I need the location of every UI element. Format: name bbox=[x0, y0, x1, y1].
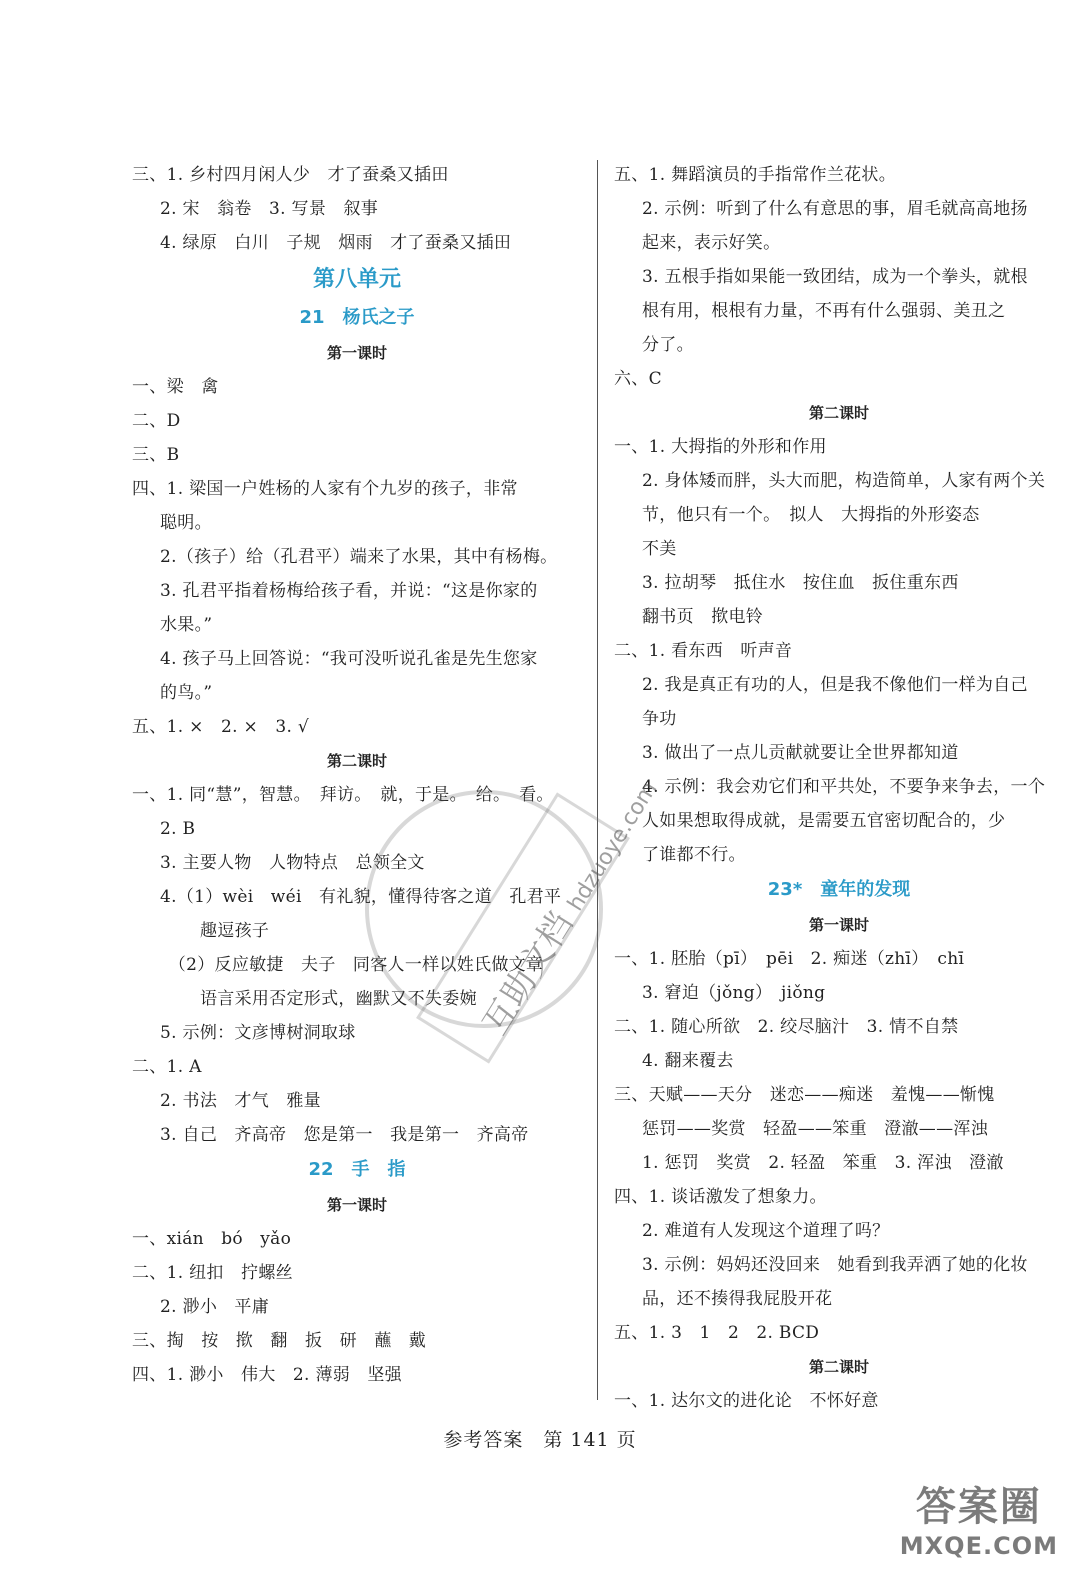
answer-line: 一、1. 同“慧”，智慧。 拜访。 就，于是。 给。 看。 bbox=[132, 785, 554, 805]
answer-line: （2）反应敏捷 夫子 同客人一样以姓氏做文章 bbox=[160, 955, 544, 975]
answer-line: 2. 我是真正有功的人，但是我不像他们一样为自己 bbox=[642, 675, 1028, 695]
answer-line: 4. 示例：我会劝它们和平共处，不要争来争去，一个 bbox=[642, 777, 1046, 797]
answer-line: 2. 身体矮而胖，头大而肥，构造简单，人家有两个关 bbox=[642, 471, 1046, 491]
answer-line: 3. 自己 齐高帝 您是第一 我是第一 齐高帝 bbox=[160, 1125, 529, 1145]
session-heading: 第二课时 bbox=[326, 752, 387, 770]
answer-line: 五、1. 3 1 2 2. BCD bbox=[614, 1323, 820, 1343]
answer-line: 5. 示例：文彦博树洞取球 bbox=[160, 1023, 356, 1043]
corner-watermark bbox=[900, 1475, 1058, 1560]
answer-line: 2. 难道有人发现这个道理了吗？ bbox=[642, 1221, 890, 1241]
answer-line: 五、1. × 2. × 3. √ bbox=[132, 717, 309, 737]
answer-line: 3. 孔君平指着杨梅给孩子看，并说：“这是你家的 bbox=[160, 581, 538, 601]
page-footer: 参考答案 第 141 页 bbox=[443, 1429, 637, 1451]
lesson-title: 23* 童年的发现 bbox=[767, 879, 911, 900]
session-heading: 第一课时 bbox=[326, 344, 387, 362]
answer-line: 4.（1）wèi wéi 有礼貌，懂得待客之道 孔君平 bbox=[160, 887, 562, 907]
answer-line: 4. 孩子马上回答说：“我可没听说孔雀是先生您家 bbox=[160, 649, 538, 669]
answer-line: 品，还不揍得我屁股开花 bbox=[642, 1289, 833, 1309]
watermark-url: MXQE.COM bbox=[899, 1532, 1058, 1560]
session-heading: 第二课时 bbox=[808, 404, 869, 422]
answer-line: 三、1. 乡村四月闲人少 才了蚕桑又插田 bbox=[132, 165, 449, 185]
answer-line: 语言采用否定形式，幽默又不失委婉 bbox=[200, 989, 477, 1009]
session-heading: 第二课时 bbox=[808, 1358, 869, 1376]
answer-line: 二、1. 随心所欲 2. 绞尽脑汁 3. 情不自禁 bbox=[614, 1017, 959, 1037]
answer-line: 2. 示例：听到了什么有意思的事，眉毛就高高地扬 bbox=[642, 199, 1028, 219]
answer-line: 起来，表示好笑。 bbox=[642, 233, 781, 253]
answer-line: 一、1. 胚胎（pī） pēi 2. 痴迷（zhī） chī bbox=[614, 949, 965, 969]
column-divider bbox=[597, 160, 598, 1400]
answer-line: 人如果想取得成就，是需要五官密切配合的，少 bbox=[642, 811, 1006, 831]
session-heading: 第一课时 bbox=[808, 916, 869, 934]
answer-line: 二、D bbox=[132, 411, 181, 431]
lesson-title: 22 手 指 bbox=[308, 1159, 406, 1180]
answer-line: 水果。” bbox=[160, 615, 213, 635]
stamp-url: hdzuoye.com bbox=[563, 777, 663, 916]
answer-line: 2.（孩子）给（孔君平）端来了水果，其中有杨梅。 bbox=[160, 547, 558, 567]
answer-line: 二、1. 纽扣 拧螺丝 bbox=[132, 1263, 293, 1283]
answer-line: 不美 bbox=[642, 539, 677, 559]
lesson-title: 21 杨氏之子 bbox=[299, 307, 415, 328]
answer-line: 的鸟。” bbox=[160, 683, 213, 703]
right-column bbox=[614, 158, 1064, 1418]
answer-line: 3. 拉胡琴 抵住水 按住血 扳住重东西 bbox=[642, 573, 959, 593]
answer-line: 3. 五根手指如果能一致团结，成为一个拳头，就根 bbox=[642, 267, 1028, 287]
answer-line: 节，他只有一个。 拟人 大拇指的外形姿态 bbox=[642, 505, 980, 525]
answer-line: 三、B bbox=[132, 445, 180, 465]
answer-line: 四、1. 梁国一户姓杨的人家有个九岁的孩子，非常 bbox=[132, 479, 518, 499]
answer-line: 2. 渺小 平庸 bbox=[160, 1297, 270, 1317]
answer-line: 一、1. 达尔文的进化论 不怀好意 bbox=[614, 1391, 879, 1411]
answer-line: 3. 主要人物 人物特点 总领全文 bbox=[160, 853, 425, 873]
watermark-logo-text: 答案圈 bbox=[915, 1484, 1042, 1530]
answer-line: 三、掏 按 揿 翻 扳 研 蘸 戴 bbox=[132, 1331, 427, 1351]
answer-line: 1. 惩罚 奖赏 2. 轻盈 笨重 3. 浑浊 澄澈 bbox=[642, 1153, 1004, 1173]
answer-line: 二、1. 看东西 听声音 bbox=[614, 641, 793, 661]
answer-line: 2. 书法 才气 雅量 bbox=[160, 1091, 321, 1111]
answer-line: 了谁都不行。 bbox=[642, 845, 746, 865]
answer-line: 六、C bbox=[614, 369, 662, 389]
answer-line: 五、1. 舞蹈演员的手指常作兰花状。 bbox=[614, 165, 897, 185]
answer-line: 聪明。 bbox=[160, 513, 212, 533]
answer-line: 一、xián bó yǎo bbox=[132, 1229, 292, 1249]
answer-line: 3. 示例：妈妈还没回来 她看到我弄洒了她的化妆 bbox=[642, 1255, 1028, 1275]
answer-line: 4. 翻来覆去 bbox=[642, 1051, 734, 1071]
answer-line: 一、1. 大拇指的外形和作用 bbox=[614, 437, 827, 457]
answer-line: 趣逗孩子 bbox=[200, 921, 270, 941]
session-heading: 第一课时 bbox=[326, 1196, 387, 1214]
answer-line: 一、梁 禽 bbox=[132, 377, 219, 397]
answer-line: 惩罚——奖赏 轻盈——笨重 澄澈——浑浊 bbox=[642, 1119, 988, 1139]
answer-line: 四、1. 渺小 伟大 2. 薄弱 坚强 bbox=[132, 1365, 402, 1385]
stamp-title: 互助文档 bbox=[475, 905, 582, 1042]
answer-line: 4. 绿原 白川 子规 烟雨 才了蚕桑又插田 bbox=[160, 233, 512, 253]
answer-line: 2. B bbox=[160, 819, 196, 839]
answer-line: 翻书页 揿电铃 bbox=[642, 607, 764, 627]
answer-line: 三、天赋——天分 迷恋——痴迷 羞愧——惭愧 bbox=[614, 1085, 995, 1105]
answer-line: 四、1. 谈话激发了想象力。 bbox=[614, 1187, 827, 1207]
answer-line: 二、1. A bbox=[132, 1057, 202, 1077]
answer-line: 争功 bbox=[642, 709, 677, 729]
unit-title: 第八单元 bbox=[312, 267, 401, 292]
answer-line: 分了。 bbox=[642, 335, 694, 355]
answer-line: 3. 做出了一点儿贡献就要让全世界都知道 bbox=[642, 743, 959, 763]
left-column bbox=[132, 158, 582, 1392]
answer-line: 根有用，根根有力量，不再有什么强弱、美丑之 bbox=[642, 301, 1006, 321]
answer-line: 2. 宋 翁卷 3. 写景 叙事 bbox=[160, 199, 379, 219]
answer-line: 3. 窘迫（jǒng） jiǒng bbox=[642, 983, 826, 1003]
